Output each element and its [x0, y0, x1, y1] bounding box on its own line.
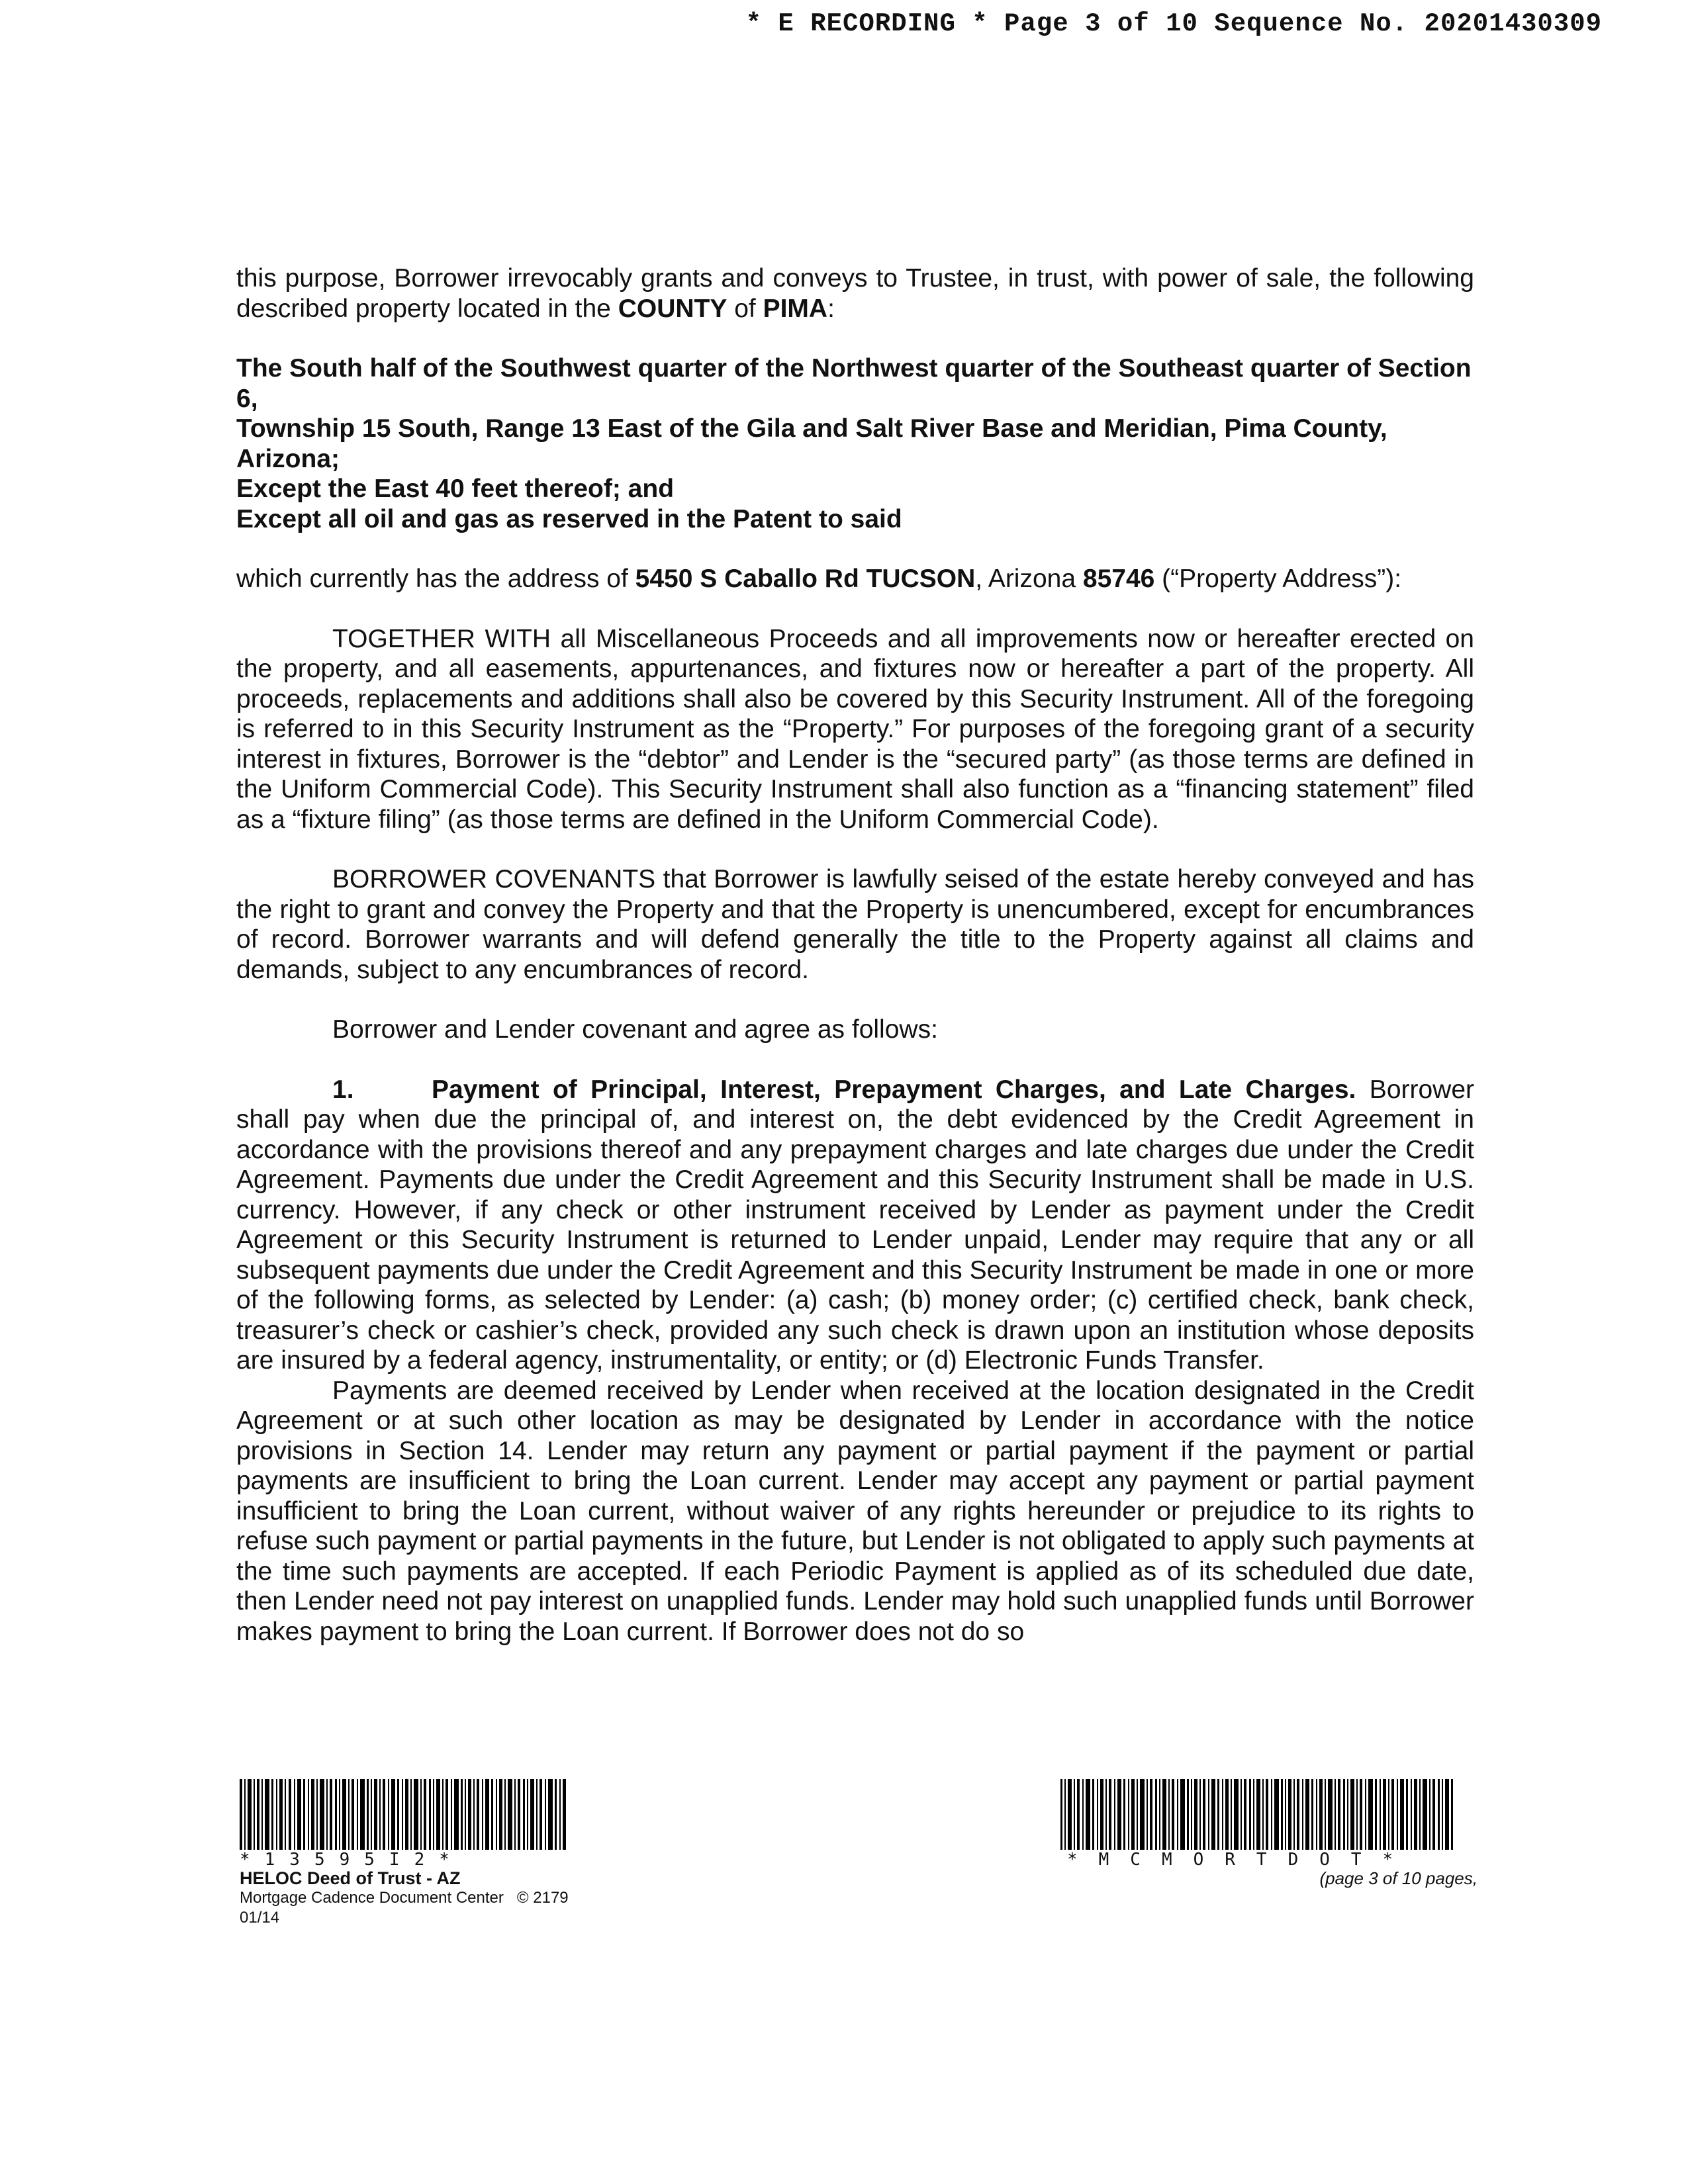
barcode-right-label: *MCMORTDOT* — [1067, 1850, 1415, 1870]
section-number: 1. — [332, 1075, 354, 1104]
document-center-name: Mortgage Cadence Document Center — [240, 1889, 504, 1907]
page-note: (page 3 of 10 pages, — [1319, 1868, 1477, 1888]
street-city: 5450 S Caballo Rd TUCSON — [635, 565, 976, 593]
payments-paragraph: Payments are deemed received by Lender when received at the location designated in the Credit Agreement or at such other location as may be designated by Lender in accordance with the notice provisions in Section 14. Lender may return any payment or partial payment if the payment or partial payments are insufficient to bring the Loan current. Lender may accept any payment or partial payment insufficient to bring the Loan current, without waiver of any rights hereunder or prejudice to its rights to refuse such payment or partial payments in the future, but Lender is not obligated to apply such payments at the time such payments are accepted. If each Periodic Payment is applied as of its scheduled due date, then Lender need not pay interest on unapplied funds. Lender may hold such unapplied funds until Borrower makes payment to bring the Loan current. If Borrower does not do so — [236, 1376, 1474, 1646]
footer-left — [240, 1779, 584, 1928]
address-state: , Arizona — [975, 565, 1083, 593]
borrower-covenants-paragraph: BORROWER COVENANTS that Borrower is lawfully seised of the estate hereby conveyed and has the right to grant and convey the Property and that the Property is unencumbered, except for encumbrances of record. Borrower warrants and will defend generally the title to the Property against all claims and demands, subject to any encumbrances of record. — [236, 865, 1474, 984]
section-body: Borrower shall pay when due the principal of, and interest on, the debt evidenced by the Credit Agreement in accordance with the provisions thereof and any prepayment charges and late charges due under the Credit Agreement. Payments due under the Credit Agreement and this Security Instrument shall be made in U.S. currency. However, if any check or other instrument received by Lender as payment under the Credit Agreement or this Security Instrument is returned to Lender unpaid, Lender may require that any or all subsequent payments due under the Credit Agreement and this Security Instrument be made in one or more of the following forms, as selected by Lender: (a) cash; (b) money order; (c) certified check, bank check, treasurer’s check or cashier’s check, provided any such check is drawn upon an institution whose deposits are insured by a federal agency, instrumentality, or entity; or (d) Electronic Funds Transfer. — [236, 1075, 1475, 1375]
address-paragraph — [236, 564, 1474, 594]
barcode-right — [1054, 1779, 1477, 1850]
grant-paragraph — [236, 263, 1474, 324]
barcode-left-label: *13595I2* — [240, 1850, 464, 1870]
county-label: COUNTY — [618, 294, 727, 323]
document-body — [236, 263, 1474, 1647]
recording-header: * E RECORDING * Page 3 of 10 Sequence No. 20201430309 — [745, 9, 1602, 38]
legal-line: Township 15 South, Range 13 East of the Gila and Salt River Base and Meridian, Pima County, Arizona; — [236, 414, 1387, 473]
barcode-left — [240, 1779, 584, 1850]
address-suffix: (“Property Address”): — [1154, 565, 1402, 593]
document-center — [240, 1888, 584, 1928]
address-prefix: which currently has the address of — [236, 565, 635, 593]
grant-text: this purpose, Borrower irrevocably grants and conveys to Trustee, in trust, with power of sale, the following described property located in the — [236, 264, 1474, 323]
footer-right — [1054, 1779, 1477, 1888]
agree-paragraph: Borrower and Lender covenant and agree as follows: — [332, 1015, 938, 1044]
grant-end: : — [827, 294, 835, 323]
county-name: PIMA — [763, 294, 828, 323]
grant-of: of — [727, 294, 763, 323]
document-title: HELOC Deed of Trust - AZ — [240, 1868, 461, 1888]
section-heading: Payment of Principal, Interest, Prepayment Charges, and Late Charges. — [432, 1075, 1356, 1104]
section-1-paragraph — [236, 1075, 1474, 1376]
legal-description — [236, 353, 1474, 534]
legal-line: Except the East 40 feet thereof; and — [236, 475, 675, 503]
together-with-paragraph: TOGETHER WITH all Miscellaneous Proceeds and all improvements now or hereafter erected on the property, and all easements, appurtenances, and fixtures now or hereafter a part of the property. All proceeds, replacements and additions shall also be covered by this Security Instrument. All of the foregoing is referred to in this Security Instrument as the “Property.” For purposes of the foregoing grant of a security interest in fixtures, Borrower is the “debtor” and Lender is the “secured party” (as those terms are defined in the Uniform Commercial Code). This Security Instrument shall also function as a “financing statement” filed as a “fixture filing” (as those terms are defined in the Uniform Commercial Code). — [236, 624, 1474, 834]
legal-line: The South half of the Southwest quarter of the Northwest quarter of the Southeast quarter of Section 6, — [236, 354, 1472, 413]
document-code: © 2179 01/14 — [240, 1889, 569, 1927]
legal-line: Except all oil and gas as reserved in the Patent to said — [236, 504, 902, 533]
zip-code: 85746 — [1082, 565, 1155, 593]
